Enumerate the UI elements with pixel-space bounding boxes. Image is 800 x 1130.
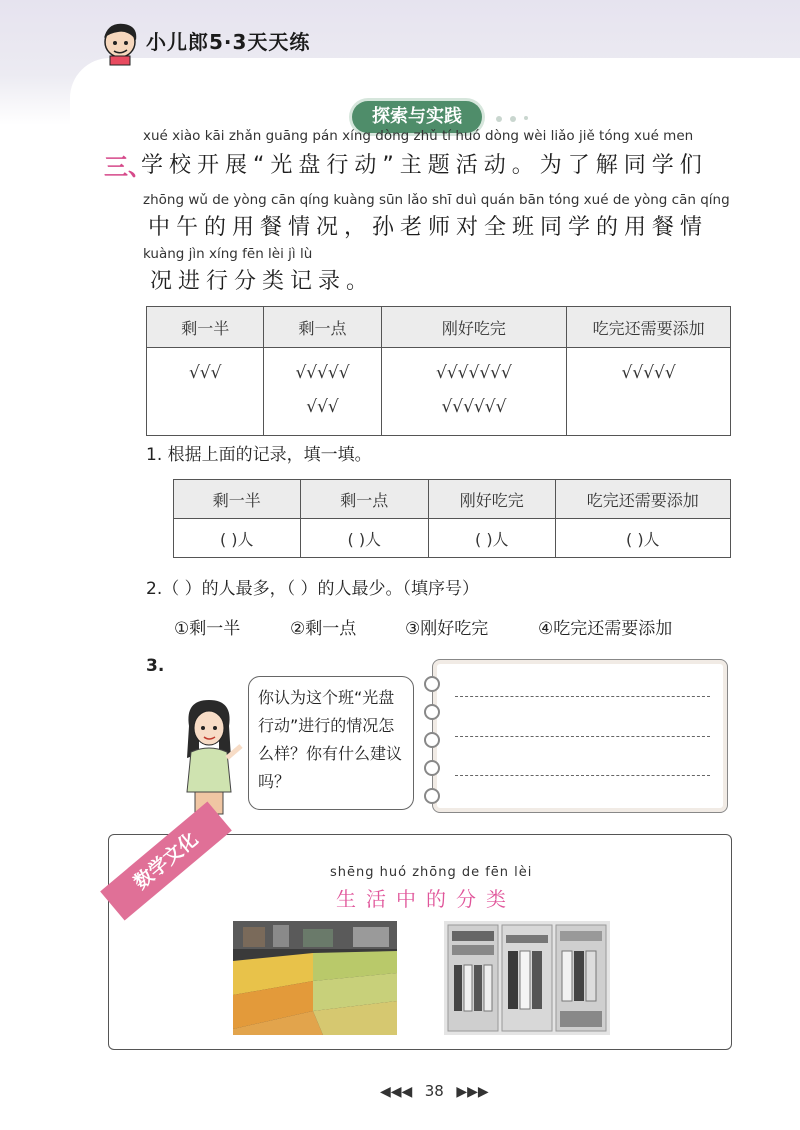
record-header-cell: 剩一点 xyxy=(264,307,381,348)
option-3: ③刚好吃完 xyxy=(405,619,489,639)
answer-blank[interactable]: ( )人 xyxy=(174,519,301,558)
culture-title-pinyin: shēng huó zhōng de fēn lèi xyxy=(330,865,533,880)
problem-text-line-2: 中午的用餐情况，孙老师对全班同学的用餐情 xyxy=(148,215,709,240)
tally-cell xyxy=(381,348,567,436)
decor-dot xyxy=(524,116,528,120)
notepad-ring-icon xyxy=(424,760,440,776)
answer-blank[interactable]: ( )人 xyxy=(555,519,730,558)
record-header-cell: 吃完还需要添加 xyxy=(567,307,731,348)
produce-market-photo xyxy=(233,921,397,1035)
option-1: ①剩一半 xyxy=(174,619,241,639)
problem-text-line-1: 学校开展“光盘行动”主题活动。为了解同学们 xyxy=(141,153,708,178)
record-header-cell: 刚好吃完 xyxy=(381,307,567,348)
record-table xyxy=(146,306,731,436)
question-3-number: 3. xyxy=(146,656,165,676)
fill-header-cell: 剩一点 xyxy=(300,480,428,519)
mascot-boy-icon xyxy=(98,20,142,66)
problem-number: 三、 xyxy=(104,153,152,181)
girl-illustration xyxy=(175,696,243,816)
math-culture-ribbon: 数学文化 xyxy=(100,801,232,920)
answer-line[interactable] xyxy=(455,775,710,776)
fill-header-cell: 剩一半 xyxy=(174,480,301,519)
tally-cell xyxy=(264,348,381,436)
pinyin-line-2: zhōng wǔ de yòng cān qíng kuàng sūn lǎo shī duì quán bān tóng xué de yòng cān qíng xyxy=(143,192,730,208)
page-nav xyxy=(380,1082,489,1100)
tally-marks: √√√√√ xyxy=(621,363,676,383)
decor-dot xyxy=(510,116,516,122)
page-number: 38 xyxy=(424,1082,444,1100)
speech-bubble-text: 你认为这个班“光盘行动”进行的情况怎么样？你有什么建议吗？ xyxy=(258,688,403,791)
tally-marks: √√√√√√√ xyxy=(436,363,512,383)
fill-table-answer-row xyxy=(174,519,731,558)
option-4: ④吃完还需要添加 xyxy=(538,619,673,639)
pinyin-line-1: xué xiào kāi zhǎn guāng pán xíng dòng zhǔ tí huó dòng wèi liǎo jiě tóng xué men xyxy=(143,128,694,144)
record-header-cell: 剩一半 xyxy=(147,307,264,348)
notepad-ring-icon xyxy=(424,676,440,692)
decor-dot xyxy=(496,116,502,122)
notepad-ring-icon xyxy=(424,788,440,804)
prev-page-arrow-icon[interactable]: ◀◀◀ xyxy=(380,1084,413,1100)
answer-line[interactable] xyxy=(455,696,710,697)
question-1-text: 1. 根据上面的记录，填一填。 xyxy=(146,445,372,465)
fill-table-header-row xyxy=(174,480,731,519)
record-table-header-row xyxy=(147,307,731,348)
pinyin-line-3: kuàng jìn xíng fēn lèi jì lù xyxy=(143,246,313,262)
next-page-arrow-icon[interactable]: ▶▶▶ xyxy=(456,1084,489,1100)
fill-in-table xyxy=(173,479,731,558)
culture-title: 生活中的分类 xyxy=(336,887,516,911)
answer-blank[interactable]: ( )人 xyxy=(300,519,428,558)
tally-marks: √√√√√√ xyxy=(441,397,507,417)
section-title-pill: 探索与实践 xyxy=(352,101,482,133)
wardrobe-photo xyxy=(444,921,610,1035)
tally-marks: √√√√√ xyxy=(295,363,350,383)
notepad-ring-icon xyxy=(424,732,440,748)
record-table-tally-row xyxy=(147,348,731,436)
tally-cell xyxy=(567,348,731,436)
brand-title: 小儿郎5·3天天练 xyxy=(146,30,311,54)
tally-marks: √√√ xyxy=(306,397,339,417)
tally-marks: √√√ xyxy=(188,363,222,383)
question-2-text: 2.（ ）的人最多，（ ）的人最少。（填序号） xyxy=(146,579,480,599)
problem-text-line-3: 况进行分类记录。 xyxy=(150,269,375,294)
answer-line[interactable] xyxy=(455,736,710,737)
tally-cell xyxy=(147,348,264,436)
option-2: ②剩一点 xyxy=(290,619,357,639)
answer-blank[interactable]: ( )人 xyxy=(429,519,556,558)
notepad-ring-icon xyxy=(424,704,440,720)
fill-header-cell: 吃完还需要添加 xyxy=(555,480,730,519)
fill-header-cell: 刚好吃完 xyxy=(429,480,556,519)
